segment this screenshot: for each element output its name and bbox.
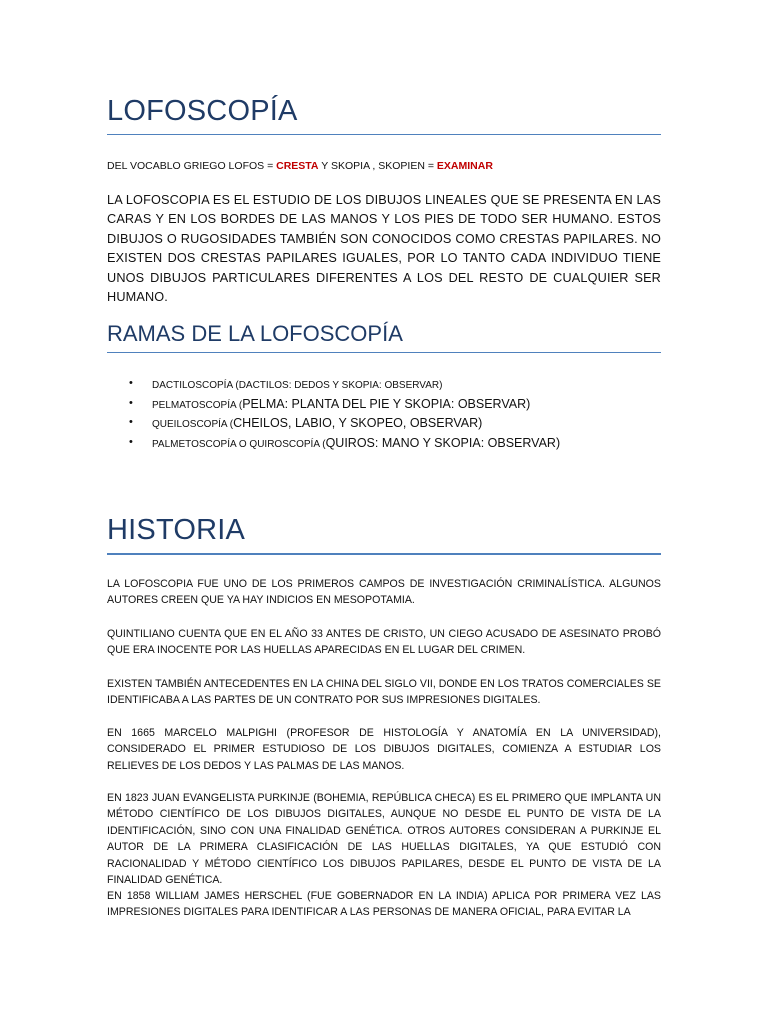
- rama-close: ): [439, 380, 443, 391]
- rama-name: PELMATOSCOPÍA (: [152, 399, 243, 411]
- bullet-icon: •: [129, 396, 133, 409]
- list-item: [107, 394, 661, 414]
- etymology-word-cresta: CRESTA: [276, 160, 319, 172]
- ramas-list: [107, 374, 661, 452]
- bullet-icon: •: [129, 377, 133, 389]
- historia-paragraph-4: EN 1665 MARCELO MALPIGHI (PROFESOR DE HISTOLOGÍA Y ANATOMÍA EN LA UNIVERSIDAD), CONSIDERADO EL PRIMER ESTUDIOSO DE LOS DIBUJOS DIGITALES, COMIENZA A ESTUDIAR LOS RELIEVES DE LOS DEDOS Y LAS PALMAS DE LAS MANOS.: [107, 727, 661, 772]
- historia-paragraph-3: EXISTEN TAMBIÉN ANTECEDENTES EN LA CHINA DEL SIGLO VII, DONDE EN LOS TRATOS COMERCIALES SE IDENTIFICABA A LAS PARTES DE UN CONTRATO POR SUS IMPRESIONES DIGITALES.: [107, 678, 661, 707]
- rama-close: ): [478, 416, 483, 430]
- historia-paragraph-2: QUINTILIANO CUENTA QUE EN EL AÑO 33 ANTES DE CRISTO, UN CIEGO ACUSADO DE ASESINATO PROBÓ QUE ERA INOCENTE POR LAS HUELLAS APARECIDAS EN EL LUGAR DEL CRIMEN.: [107, 628, 661, 657]
- bullet-icon: •: [129, 416, 133, 428]
- rama-detail: CHEILOS, LABIO, Y SKOPEO, OBSERVAR: [233, 416, 479, 430]
- rama-detail: QUIROS: MANO Y SKOPIA: OBSERVAR: [325, 435, 556, 450]
- rama-close: ): [526, 396, 531, 411]
- section-title-historia: HISTORIA: [107, 515, 661, 555]
- page-title: LOFOSCOPÍA: [107, 96, 661, 135]
- rama-name: QUEILOSCOPÍA (: [152, 419, 234, 430]
- rama-detail: DACTILOS: DEDOS Y SKOPIA: OBSERVAR: [238, 380, 440, 391]
- historia-paragraph-6: EN 1858 WILLIAM JAMES HERSCHEL (FUE GOBERNADOR EN LA INDIA) APLICA POR PRIMERA VEZ LAS IMPRESIONES DIGITALES PARA IDENTIFICAR A LAS PERSONAS DE MANERA OFICIAL, PARA EVITAR LA: [107, 890, 661, 919]
- intro-paragraph: LA LOFOSCOPIA ES EL ESTUDIO DE LOS DIBUJOS LINEALES QUE SE PRESENTA EN LAS CARAS Y EN LOS BORDES DE LAS MANOS Y LOS PIES DE TODO SER HUMANO. ESTOS DIBUJOS O RUGOSIDADES TAMBIÉN SON CONOCIDOS COMO CRESTAS PAPILARES. NO EXISTEN DOS CRESTAS PAPILARES IGUALES, POR LO TANTO CADA INDIVIDUO TIENE UNOS DIBUJOS PARTICULARES DIFERENTES A LOS DEL RESTO DE CUALQUIER SER HUMANO.: [107, 193, 661, 305]
- list-item: [107, 433, 661, 453]
- historia-paragraph-5: EN 1823 JUAN EVANGELISTA PURKINJE (BOHEMIA, REPÚBLICA CHECA) ES EL PRIMERO QUE IMPLANTA UN MÉTODO CIENTÍFICO DE LOS DIBUJOS DIGITALES, AUNQUE NO DESDE EL PUNTO DE VISTA DE LA IDENTIFICACIÓN, SINO CON UNA FINALIDAD GENÉTICA. OTROS AUTORES CONSIDERAN A PURKINJE EL AUTOR DE LA PRIMERA CLASIFICACIÓN DE LAS HUELLAS DIGITALES, YA QUE ESTUDIÓ CON RACIONALIDAD Y MÉTODO CIENTÍFICO LOS DIBUJOS PAPILARES, DESDE EL PUNTO DE VISTA DE LA FINALIDAD GENÉTICA.: [107, 792, 661, 887]
- etymology-line: [107, 159, 661, 173]
- rama-name: DACTILOSCOPÍA (: [152, 380, 239, 391]
- bullet-icon: •: [129, 435, 133, 448]
- etymology-word-examinar: EXAMINAR: [436, 160, 493, 172]
- rama-name: PALMETOSCOPÍA O QUIROSCOPÍA (: [152, 438, 326, 450]
- historia-paragraph-1: LA LOFOSCOPIA FUE UNO DE LOS PRIMEROS CAMPOS DE INVESTIGACIÓN CRIMINALÍSTICA. ALGUNOS AUTORES CREEN QUE YA HAY INDICIOS EN MESOPOTAMIA.: [107, 578, 661, 607]
- rama-detail: PELMA: PLANTA DEL PIE Y SKOPIA: OBSERVAR: [242, 396, 527, 411]
- section-title-ramas: RAMAS DE LA LOFOSCOPÍA: [107, 322, 661, 353]
- rama-close: ): [555, 435, 561, 450]
- list-item: [107, 374, 661, 394]
- etymology-middle: Y SKOPIA , SKOPIEN =: [318, 160, 437, 172]
- etymology-prefix: DEL VOCABLO GRIEGO LOFOS =: [107, 160, 277, 172]
- list-item: [107, 413, 661, 433]
